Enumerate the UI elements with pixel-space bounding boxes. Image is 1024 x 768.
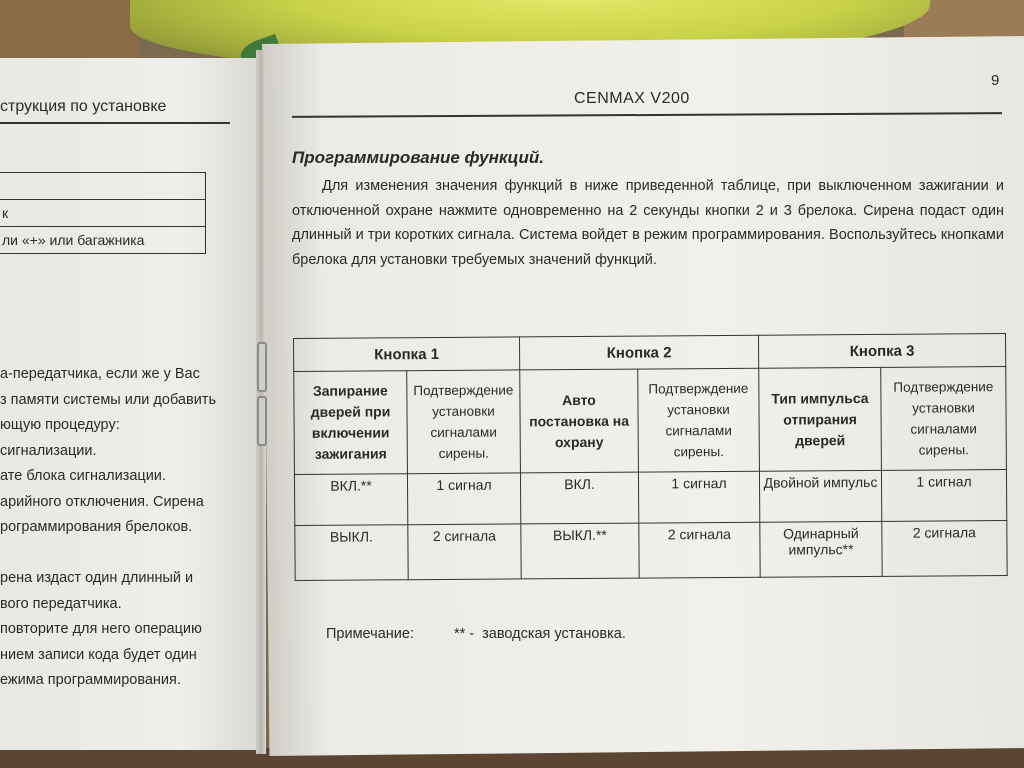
table-group-button-2: Кнопка 2: [519, 335, 758, 370]
table-cell: Двойной импульс: [759, 470, 881, 522]
text-line: нием записи кода будет один: [0, 646, 197, 663]
text-line: сигнализации.: [0, 442, 97, 459]
table-header-cell: Запирание дверей при включении зажигания: [294, 371, 408, 475]
table-cell: 1 сигнал: [638, 471, 759, 523]
functions-table: [293, 333, 1008, 581]
text-line: ющую процедуру:: [0, 417, 120, 433]
intro-paragraph: Для изменения значения функций в ниже приведенной таблице, при выключенном зажигании и отключенной охране нажмите одновременно на 2 секунды кнопки 2 и 3 брелока. Сирена подаст один длинный и три коротких сигнала. Система войдет в режим программирования. Воспользуйтесь кнопками брелока для установки требуемых значений функций.: [292, 178, 1004, 268]
footnote: [326, 626, 626, 642]
text-line: з памяти системы или добавить: [0, 391, 216, 408]
text-gap: [0, 541, 256, 567]
text-line: повторите для него операцию: [0, 621, 202, 637]
left-page-text: [0, 362, 256, 694]
text-line: арийного отключения. Сирена: [0, 493, 204, 510]
table-cell: ВКЛ.**: [294, 474, 407, 526]
table-row: [295, 521, 1007, 581]
left-page-header: струкция по установке: [0, 98, 167, 115]
table-group-button-1: Кнопка 1: [294, 337, 520, 372]
table-group-button-3: Кнопка 3: [758, 334, 1005, 369]
left-page-table: [0, 172, 206, 254]
left-table-row: ли «+» или багажника: [0, 227, 206, 254]
table-cell: ВЫКЛ.: [295, 525, 408, 581]
section-title: Программирование функций.: [292, 148, 544, 167]
text-line: рена издаст один длинный и: [0, 570, 194, 586]
left-table-row: к: [0, 200, 206, 227]
table-cell: 1 сигнал: [407, 473, 520, 525]
text-line: ежима программирования.: [0, 672, 181, 688]
table-header-cell: Подтверждение установки сигналами сирены.: [407, 370, 521, 474]
staple-icon: [257, 342, 267, 392]
footnote-mark: ** -: [453, 626, 475, 642]
table-cell: Одинарный импульс**: [760, 521, 882, 577]
page-number: 9: [991, 72, 1000, 89]
table-cell: 2 сигнала: [882, 521, 1007, 577]
text-line: вого передатчика.: [0, 595, 122, 612]
brand-title: CENMAX V200: [574, 90, 690, 107]
table-header-cell: Тип импульса отпирания дверей: [759, 367, 882, 471]
footnote-text: заводская установка.: [482, 626, 626, 642]
table-header-cell: Авто постановка на охрану: [520, 369, 639, 473]
table-header-cell: Подтверждение установки сигналами сирены.: [638, 368, 760, 472]
text-line: а-передатчика, если же у Вас: [0, 366, 200, 382]
text-line: рограммирования брелоков.: [0, 519, 193, 535]
left-table-row: [0, 173, 206, 200]
staple-icon: [257, 396, 267, 446]
text-line: ате блока сигнализации.: [0, 468, 166, 484]
table-cell: 2 сигнала: [639, 522, 760, 578]
table-cell: 1 сигнал: [881, 470, 1006, 522]
footnote-label: Примечание:: [326, 626, 414, 642]
table-row: [294, 470, 1006, 526]
table-cell: ВЫКЛ.**: [521, 523, 639, 579]
left-header-rule: [0, 122, 230, 124]
table-cell: 2 сигнала: [408, 524, 521, 580]
table-cell: ВКЛ.: [520, 472, 638, 524]
table-header-cell: Подтверждение установки сигналами сирены.: [881, 367, 1007, 471]
